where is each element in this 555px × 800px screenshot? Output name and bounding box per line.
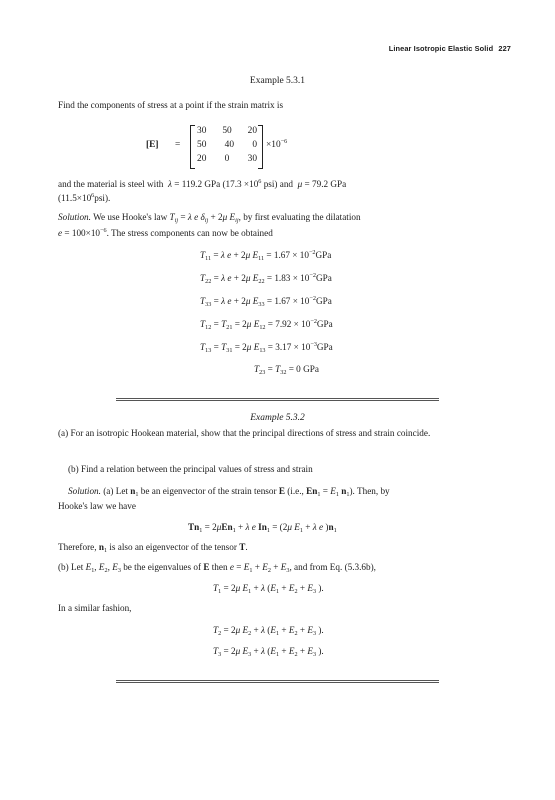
stress-T22: $T_{22} = \lambda$ e + 2μ $E_{22} = 1.83 \times 10^{-2}GPa$	[200, 272, 332, 285]
example-2-title: Example 5.3.2	[250, 413, 305, 423]
stress-T33: $T_{33} = \lambda$ e + 2μ $E_{33} = 1.67 \times 10^{-2}GPa$	[200, 295, 332, 308]
matrix-row-2: 50 40 0	[197, 140, 257, 150]
material-line: and the material is steel with λ = 119.2 GPa ($17.3 \times 10^6$ psi) and μ = 79.2 GPa	[58, 178, 347, 189]
principal-T3: $T_3 = 2\mu$ $E_3 + \lambda$ ($E_1 + E_2 + E_3$ ).	[213, 646, 324, 658]
principal-T2: $T_2 = 2\mu$ $E_2 + \lambda$ ($E_1 + E_2 + E_3$ ).	[213, 625, 324, 637]
textbook-page: Linear Isotropic Elastic Solid 227 Example 5.3.1 Find the components of stress at a point if the strain matrix is [E] = 30 50 20 50 40 0 20 0 30 $\times 10^{-6}$ and the material is steel with λ = 119.2 GPa ($17.3 \times 10^6$ psi) and μ = 79.2 GPa $(11.5\times 10^6psi)$. Solution. We use Hooke's law $T_{ij} = \lambda$ e $\delta_{ij} + 2\mu$ $E_{ij}$, by first evaluating the dilatation $e = 100\times 10^{-6}$. The stress components can now be obtained $T_{11} = \lambda$ e + 2μ $E_{11} = 1.67 \times 10^{-2}GPa$ $T_{22} = \lambda$ e + 2μ $E_{22} = 1.83 \times 10^{-2}GPa$ $T_{33} = \lambda$ e + 2μ $E_{33} = 1.67 \times 10^{-2}GPa$ $T_{12} = T_{21} = 2\mu$ $E_{12} = 7.92 \times 10^{-2}GPa$ $T_{13} = T_{31} = 2\mu$ $E_{13} = 3.17 \times 10^{-3}GPa$ $T_{23} = T_{32} = 0$ GPa Example 5.3.2 (a) For an isotropic Hookean material, show that the principal directions of stress and strain coincide. (b) Find a relation between the principal values of stress and strain Solution. (a) Let $n_1$ be an eigenvector of the strain tensor E (i.e., $En_1 = E_1$ $n_1$). Then, by Hooke's law we have $Tn_1 = 2\mu En_1 + \lambda$ e $In_1 = (2\mu$ $E_1 + \lambda$ e )$n_1$ Therefore, $n_1$ is also an eigenvector of the tensor T. (b) Let $E_1$, $E_2$, $E_3$ be the eigenvalues of E then $e = E_1 + E_2 + E_3$, and from Eq. (5.3.6b), $T_1 = 2\mu$ $E_1 + \lambda$ ($E_1 + E_2 + E_3$ ). In a similar fashion, $T_2 = 2\mu$ $E_2 + \lambda$ ($E_1 + E_2 + E_3$ ). $T_3 = 2\mu$ $E_3 + \lambda$ ($E_1 + E_2 + E_3$ ).	[0, 0, 555, 800]
solution-1-line-2: $e = 100\times 10^{-6}$. The stress components can now be obtained	[58, 227, 273, 238]
solution-2-line-1: Solution. (a) Let $n_1$ be an eigenvector of the strain tensor E (i.e., $En_1 = E_1$ $n_1$). Then, by	[68, 486, 390, 498]
running-header	[389, 44, 511, 53]
example-2-part-b: (b) Find a relation between the principal values of stress and strain	[68, 464, 313, 474]
section-divider-2	[116, 680, 439, 683]
matrix-label: [E]	[146, 140, 159, 150]
page-number: 227	[498, 44, 511, 53]
stress-T12: $T_{12} = T_{21} = 2\mu$ $E_{12} = 7.92 \times 10^{-2}GPa$	[200, 318, 333, 331]
matrix-right-bracket	[258, 125, 263, 169]
stress-T23: $T_{23} = T_{32} = 0$ GPa	[254, 364, 319, 376]
example-1-problem: Find the components of stress at a point if the strain matrix is	[58, 100, 284, 110]
running-header-title: Linear Isotropic Elastic Solid	[388, 44, 494, 53]
principal-T1: $T_1 = 2\mu$ $E_1 + \lambda$ ($E_1 + E_2 + E_3$ ).	[213, 583, 324, 595]
stress-T11: $T_{11} = \lambda$ e + 2μ $E_{11} = 1.67 \times 10^{-2}GPa$	[200, 249, 332, 262]
section-divider-1	[116, 398, 439, 401]
similar-fashion: In a similar fashion,	[58, 603, 132, 613]
example-2-part-a: (a) For an isotropic Hookean material, show that the principal directions of stress and strain coincide.	[58, 428, 431, 438]
matrix-left-bracket	[190, 125, 195, 169]
example-1-title: Example 5.3.1	[249, 76, 306, 86]
solution-1-line-1: Solution. We use Hooke's law $T_{ij} = \lambda$ e $\delta_{ij} + 2\mu$ $E_{ij}$, by first evaluating the dilatation	[58, 212, 361, 224]
solution-2-line-2: Hooke's law we have	[58, 501, 136, 511]
stress-T13: $T_{13} = T_{31} = 2\mu$ $E_{13} = 3.17 \times 10^{-3}GPa$	[200, 341, 333, 354]
solution-2-part-b-line: (b) Let $E_1$, $E_2$, $E_3$ be the eigenvalues of E then $e = E_1 + E_2 + E_3$, and from Eq. (5.3.6b),	[58, 562, 376, 574]
hooke-eigen-equation: $Tn_1 = 2\mu En_1 + \lambda$ e $In_1 = (2\mu$ $E_1 + \lambda$ e )$n_1$	[188, 522, 337, 534]
material-line-2: $(11.5\times 10^6psi)$.	[58, 192, 111, 203]
matrix-row-3: 20 0 30	[197, 154, 257, 164]
matrix-row-1: 30 50 20	[197, 126, 257, 136]
matrix-factor: $\times 10^{-6}$	[266, 138, 288, 150]
therefore-line: Therefore, $n_1$ is also an eigenvector of the tensor T.	[58, 542, 248, 554]
